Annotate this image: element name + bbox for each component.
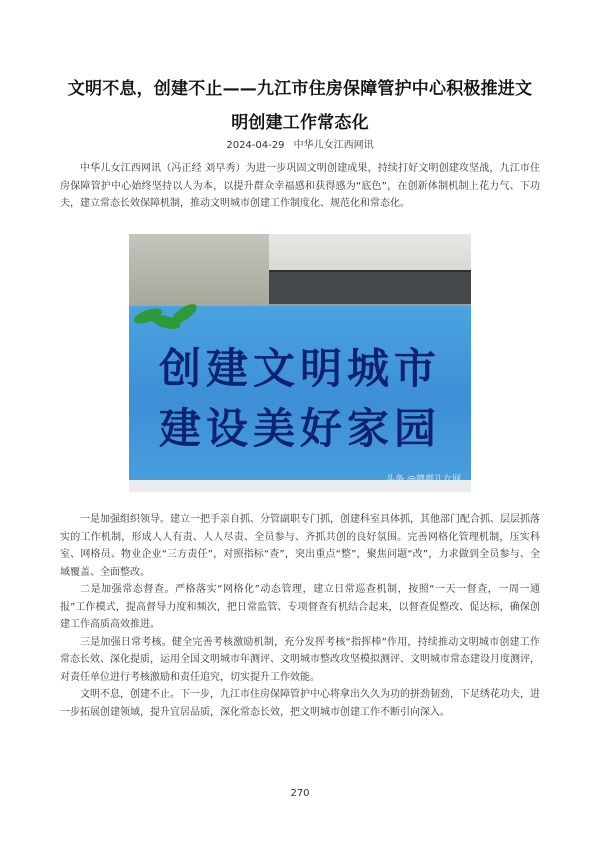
body-paragraph: 二是加强常态督查。严格落实“网格化”动态管理，建立日常巡查机制，按照“一天一督查，一周一通报”工作模式，提高督导力度和频次，把日常监管、专项督查有机结合起来，以督查促整改、促达标，确保创建工作高质高效推进。 [60, 584, 540, 630]
photo-trees [129, 234, 269, 306]
body-paragraph: 一是加强组织领导。建立一把手亲自抓、分管副职专门抓，创建科室具体抓，其他部门配合抓、层层抓落实的工作机制，形成人人有责、人人尽责、全员参与、齐抓共创的良好氛围。完善网格化管理机制，压实科室、网格员、物业企业“三方责任”，对照指标“查”，突出重点“整”，聚焦问题“改”，力求做到全员参与、全域覆盖、全面整改。 [60, 514, 540, 578]
source-name: 中华儿女江西网讯 [293, 140, 374, 151]
banner-photo [129, 234, 471, 492]
page-number: 270 [290, 788, 310, 799]
slogan-banner [129, 306, 471, 492]
body-paragraph: 三是加强日常考核。健全完善考核激励机制，充分发挥考核“指挥棒”作用，持续推动文明城市创建工作常态长效、深化提质，运用全国文明城市年测评、文明城市整改攻坚模拟测评、文明城市常态建设月度测评，对责任单位进行考核激励和责任追究，切实提升工作效能。 [60, 636, 540, 683]
article-meta [0, 136, 600, 151]
publish-date: 2024-04-29 [226, 140, 285, 151]
banner-slogan-line2: 建设美好家园 [158, 404, 441, 453]
banner-slogan-line1: 创建文明城市 [158, 344, 441, 393]
banner-bottom-strip [129, 480, 471, 492]
body-paragraph: 文明不息，创建不止。下一步，九江市住房保障管护中心将拿出久久为功的拼劲韧劲，下足绣花功夫，进一步拓展创建领域，提升宜居品质，深化常态长效，把文明城市创建工作不断引向深入。 [60, 689, 540, 718]
intro-paragraph [60, 160, 540, 213]
intro-text: 中华儿女江西网讯（冯正经 刘早秀）为进一步巩固文明创建成果，持续打好文明创建攻坚战，九江市住房保障管护中心始终坚持以人为本，以提升群众幸福感和获得感为“底色”，在创新体制机制上花力气、下功夫，建立常态长效保障机制，推动文明城市创建工作制度化、规范化和常态化。 [60, 163, 540, 209]
photo-building-shadow [269, 272, 471, 304]
article-body [60, 511, 540, 721]
article-title: 文明不息，创建不止——九江市住房保障管护中心积极推进文明创建工作常态化 [67, 79, 533, 133]
